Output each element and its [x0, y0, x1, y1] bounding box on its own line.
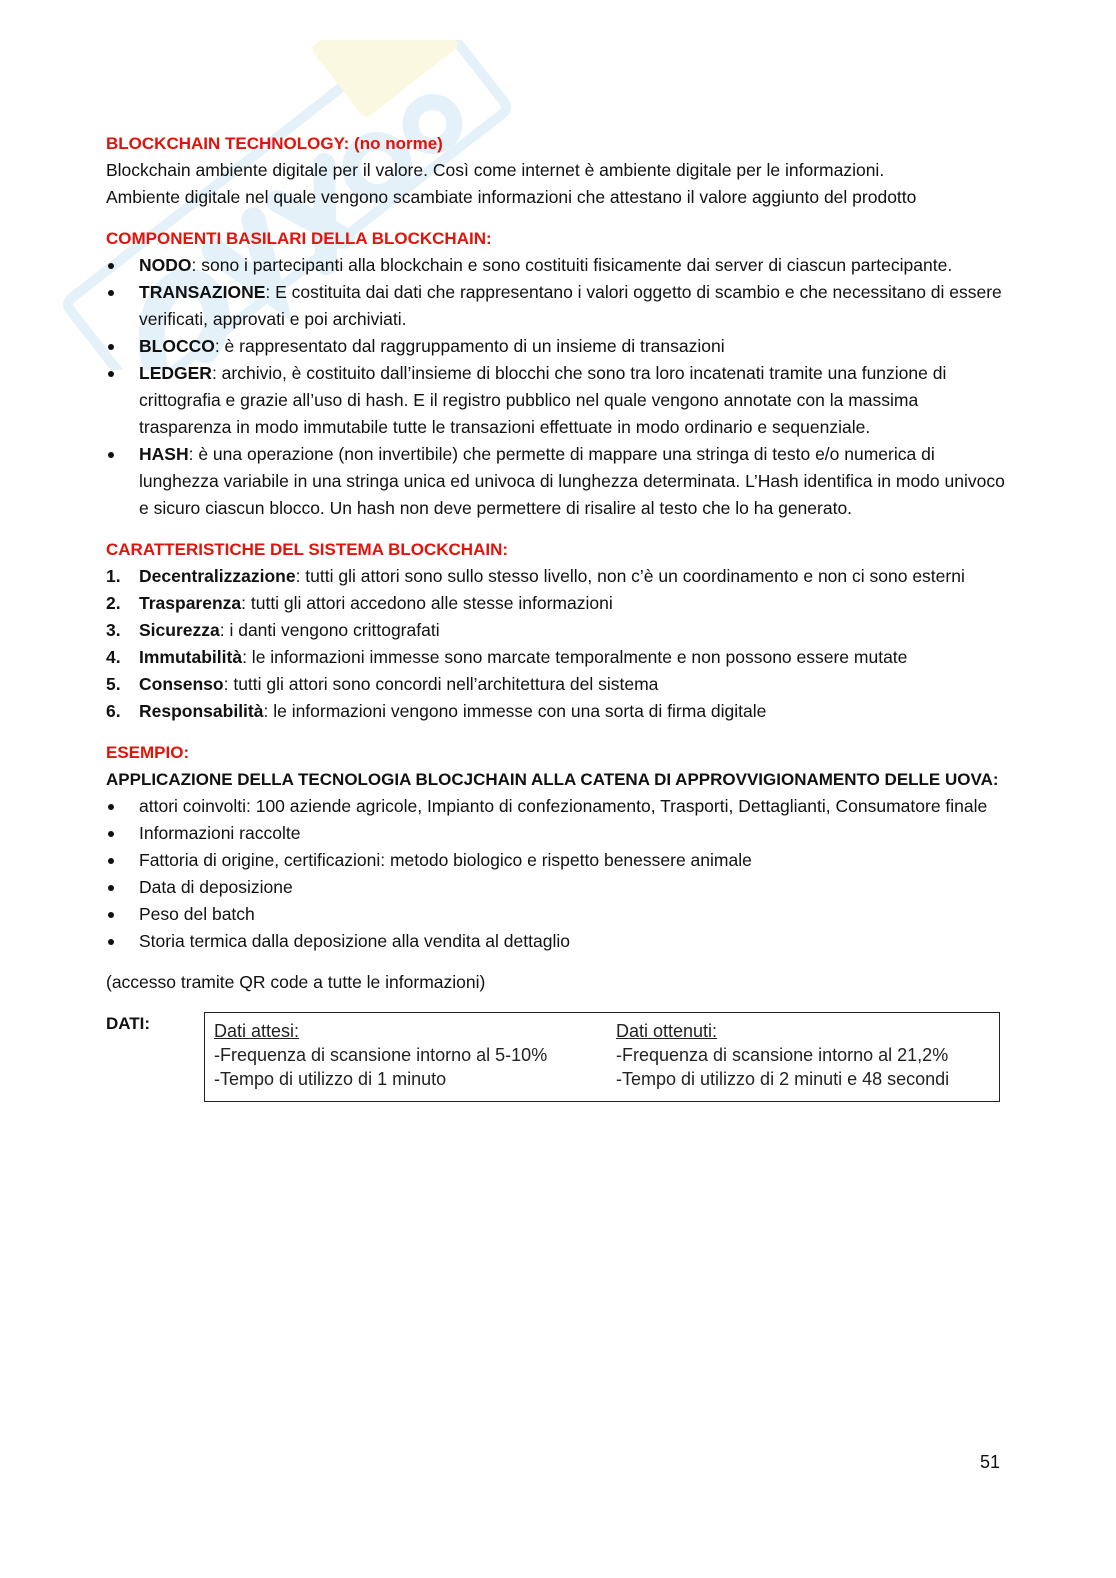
heading-componenti: COMPONENTI BASILARI DELLA BLOCKCHAIN: — [106, 229, 492, 248]
paragraph-line: Blockchain ambiente digitale per il valore. Così come internet è ambiente digitale per le informazioni. — [106, 160, 885, 180]
dati-ottenuti-title: Dati ottenuti: — [616, 1021, 718, 1041]
list-number: 3. — [106, 620, 121, 640]
list-text: Fattoria di origine, certificazioni: metodo biologico e rispetto benessere animale — [139, 850, 752, 870]
dati-attesi-line: -Tempo di utilizzo di 1 minuto — [214, 1069, 447, 1089]
list-item — [106, 644, 1006, 671]
paragraph-line: Ambiente digitale nel quale vengono scambiate informazioni che attestano il valore aggiunto del prodotto — [106, 187, 917, 207]
list-text: Storia termica dalla deposizione alla vendita al dettaglio — [139, 931, 570, 951]
term: BLOCCO — [139, 336, 215, 356]
document-page — [106, 130, 1006, 1110]
term: Decentralizzazione — [139, 566, 296, 586]
dati-attesi — [214, 1019, 547, 1091]
term: Sicurezza — [139, 620, 220, 640]
caratteristiche-list — [106, 563, 1006, 725]
list-item — [106, 441, 1006, 522]
term: Trasparenza — [139, 593, 242, 613]
list-text: attori coinvolti: 100 aziende agricole, Impianto di confezionamento, Trasporti, Dettaglianti, Consumatore finale — [139, 796, 988, 816]
term: Responsabilità — [139, 701, 264, 721]
list-item — [106, 617, 1006, 644]
dati-attesi-line: -Frequenza di scansione intorno al 5-10% — [214, 1045, 548, 1065]
term: HASH — [139, 444, 189, 464]
dati-ottenuti-line: -Tempo di utilizzo di 2 minuti e 48 secondi — [616, 1069, 950, 1089]
esempio-list — [106, 793, 1006, 955]
section-componenti — [106, 225, 1006, 522]
list-item — [106, 671, 1006, 698]
list-item — [106, 590, 1006, 617]
definition: : archivio, è costituito dall’insieme di blocchi che sono tra loro incatenati tramite una funzione di crittografia e grazie all’uso di hash. E il registro pubblico nel quale vengono annotate con la massima trasparenza in modo immutabile tutte le transazioni effettuate in modo ordinario e sequenziale. — [139, 363, 947, 437]
list-number: 5. — [106, 674, 121, 694]
list-item — [106, 820, 1006, 847]
dati-ottenuti — [616, 1019, 949, 1091]
definition: : tutti gli attori accedono alle stesse informazioni — [241, 593, 613, 613]
list-item — [106, 252, 1006, 279]
section-esempio — [106, 739, 1006, 996]
list-number: 2. — [106, 593, 121, 613]
dati-attesi-title: Dati attesi: — [214, 1021, 300, 1041]
list-item — [106, 928, 1006, 955]
list-text: Informazioni raccolte — [139, 823, 301, 843]
list-number: 6. — [106, 701, 121, 721]
definition: : E costituita dai dati che rappresentano i valori oggetto di scambio e che necessitano di essere verificati, approvati e poi archiviati. — [139, 282, 1002, 329]
term: TRANSAZIONE — [139, 282, 266, 302]
definition: : è rappresentato dal raggruppamento di un insieme di transazioni — [214, 336, 725, 356]
term: Consenso — [139, 674, 224, 694]
list-text: Peso del batch — [139, 904, 255, 924]
list-item — [106, 333, 1006, 360]
definition: : sono i partecipanti alla blockchain e sono costituiti fisicamente dai server di ciascun partecipante. — [191, 255, 953, 275]
page-number: 51 — [980, 1452, 1001, 1472]
dati-label: DATI: — [106, 1014, 151, 1033]
list-item — [106, 563, 1006, 590]
list-item — [106, 847, 1006, 874]
dati-box — [204, 1012, 1000, 1102]
section-caratteristiche — [106, 536, 1006, 725]
term: NODO — [139, 255, 192, 275]
list-item — [106, 901, 1006, 928]
list-number: 1. — [106, 566, 121, 586]
term: Immutabilità — [139, 647, 243, 667]
definition: : tutti gli attori sono sullo stesso livello, non c’è un coordinamento e non ci sono esterni — [295, 566, 965, 586]
list-number: 4. — [106, 647, 121, 667]
section-dati — [106, 1010, 1006, 1110]
definition: : i danti vengono crittografati — [219, 620, 440, 640]
list-item — [106, 874, 1006, 901]
section-blockchain-technology — [106, 130, 1006, 211]
definition: : le informazioni vengono immesse con una sorta di firma digitale — [263, 701, 767, 721]
subheading-applicazione: APPLICAZIONE DELLA TECNOLOGIA BLOCJCHAIN ALLA CATENA DI APPROVVIGIONAMENTO DELLE UOVA: — [106, 770, 999, 789]
definition: : tutti gli attori sono concordi nell’architettura del sistema — [223, 674, 659, 694]
list-text: Data di deposizione — [139, 877, 293, 897]
term: LEDGER — [139, 363, 212, 383]
list-item — [106, 360, 1006, 441]
componenti-list — [106, 252, 1006, 522]
dati-ottenuti-line: -Frequenza di scansione intorno al 21,2% — [616, 1045, 949, 1065]
heading-blockchain-technology: BLOCKCHAIN TECHNOLOGY: (no norme) — [106, 134, 443, 153]
definition: : è una operazione (non invertibile) che permette di mappare una stringa di testo e/o numerica di lunghezza variabile in una stringa unica ed univoca di lunghezza determinata. L’Hash identifica in modo univoco e sicuro ciascun blocco. Un hash non deve permettere di risalire al testo che lo ha generato. — [139, 444, 1005, 518]
heading-esempio: ESEMPIO: — [106, 743, 190, 762]
definition: : le informazioni immesse sono marcate temporalmente e non possono essere mutate — [242, 647, 908, 667]
list-item — [106, 279, 1006, 333]
qr-note: (accesso tramite QR code a tutte le informazioni) — [106, 972, 486, 992]
list-item — [106, 698, 1006, 725]
list-item — [106, 793, 1006, 820]
heading-caratteristiche: CARATTERISTICHE DEL SISTEMA BLOCKCHAIN: — [106, 540, 509, 559]
